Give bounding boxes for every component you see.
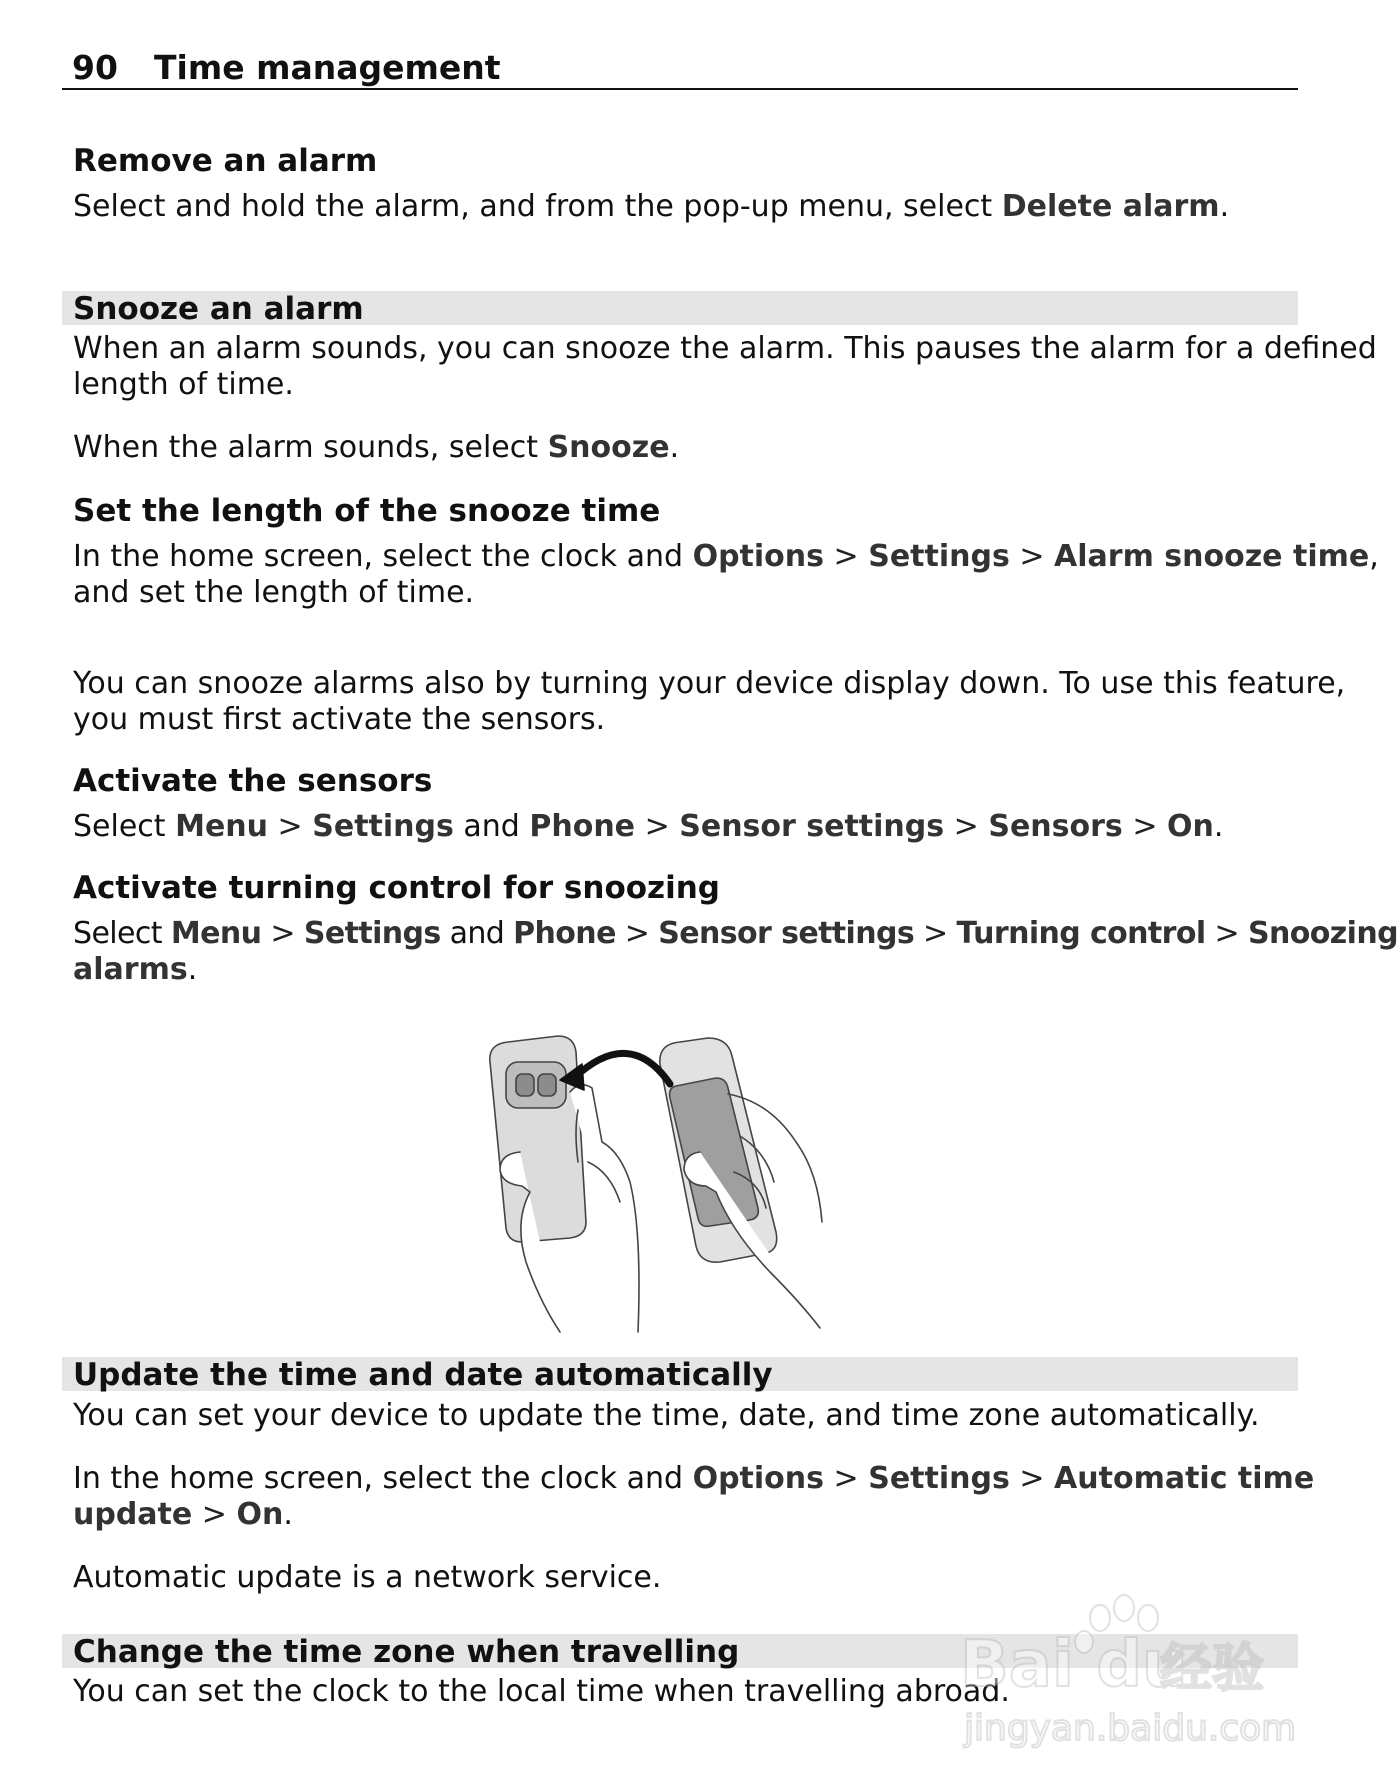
paragraph-update-time-2-line1: In the home screen, select the clock and Options > Settings > Automatic time [73,1461,1315,1496]
watermark-cn: 经验 [1160,1639,1265,1699]
paragraph-sensors-line1: You can snooze alarms also by turning your device display down. To use this feature, [73,666,1346,701]
paragraph-snooze-length-line2: and set the length of time. [73,575,475,610]
menu-key-delete-alarm: Delete alarm [1001,189,1220,224]
baidu-watermark [960,1590,1297,1760]
menu-key-alarms: alarms [73,952,188,987]
section-band-snooze [62,291,1298,325]
paragraph-update-time-2-line2: update > On. [73,1497,293,1532]
heading-remove-alarm: Remove an alarm [73,143,378,179]
menu-key-snoozing: Snoozing [1248,916,1398,951]
menu-key-settings: Settings [868,1461,1010,1496]
paragraph-snooze-line2: length of time. [73,367,294,402]
paragraph-update-time-3: Automatic update is a network service. [73,1560,662,1595]
menu-key-settings: Settings [868,539,1010,574]
menu-key-turning-control: Turning control [956,916,1206,951]
menu-key-update: update [73,1497,193,1532]
menu-key-snooze: Snooze [547,430,670,465]
paragraph-sensors-line2: you must first activate the sensors. [73,702,606,737]
menu-key-alarm-snooze-time: Alarm snooze time [1054,539,1370,574]
heading-snooze-length: Set the length of the snooze time [73,493,661,529]
menu-key-menu: Menu [170,916,262,951]
section-title: Time management [154,48,501,87]
menu-key-sensor-settings: Sensor settings [679,809,945,844]
heading-update-time: Update the time and date automatically [73,1357,773,1393]
paragraph-update-time-1: You can set your device to update the time, date, and time zone automatically. [73,1398,1260,1433]
menu-key-on: On [236,1497,284,1532]
page-header [62,46,1298,90]
paragraph-turning-control-line1: Select Menu > Settings and Phone > Sensor settings > Turning control > Snoozing [73,916,1398,951]
watermark-url: jingyan.baidu.com [964,1708,1297,1749]
paragraph-remove-alarm: Select and hold the alarm, and from the pop-up menu, select Delete alarm. [73,189,1230,224]
menu-key-sensor-settings: Sensor settings [658,916,915,951]
paragraph-time-zone: You can set the clock to the local time when travelling abroad. [73,1674,1010,1709]
heading-turning-control: Activate turning control for snoozing [73,870,720,906]
paragraph-turning-control-line2: alarms. [73,952,198,987]
paragraph-snooze-select: When the alarm sounds, select Snooze. [73,430,680,465]
paragraph-snooze-line1: When an alarm sounds, you can snooze the alarm. This pauses the alarm for a defined [73,331,1377,366]
heading-time-zone: Change the time zone when travelling [73,1634,740,1670]
paragraph-activate-sensors: Select Menu > Settings and Phone > Sensor settings > Sensors > On. [73,809,1224,844]
menu-key-settings: Settings [303,916,441,951]
menu-key-automatic-time: Automatic time [1054,1461,1315,1496]
menu-key-sensors: Sensors [988,809,1123,844]
menu-key-options: Options [692,539,824,574]
menu-key-menu: Menu [175,809,269,844]
section-band-update-time [62,1357,1298,1391]
menu-key-on: On [1167,809,1214,844]
page-number: 90 [72,48,118,87]
watermark-brand: Bai du [960,1628,1188,1702]
menu-key-settings: Settings [312,809,454,844]
heading-activate-sensors: Activate the sensors [73,763,433,799]
heading-snooze-alarm: Snooze an alarm [73,291,364,327]
paragraph-snooze-length-line1: In the home screen, select the clock and Options > Settings > Alarm snooze time, [73,539,1379,574]
menu-key-phone: Phone [513,916,616,951]
menu-key-phone: Phone [529,809,636,844]
menu-key-options: Options [692,1461,824,1496]
phone-turning-illustration [470,1032,890,1332]
